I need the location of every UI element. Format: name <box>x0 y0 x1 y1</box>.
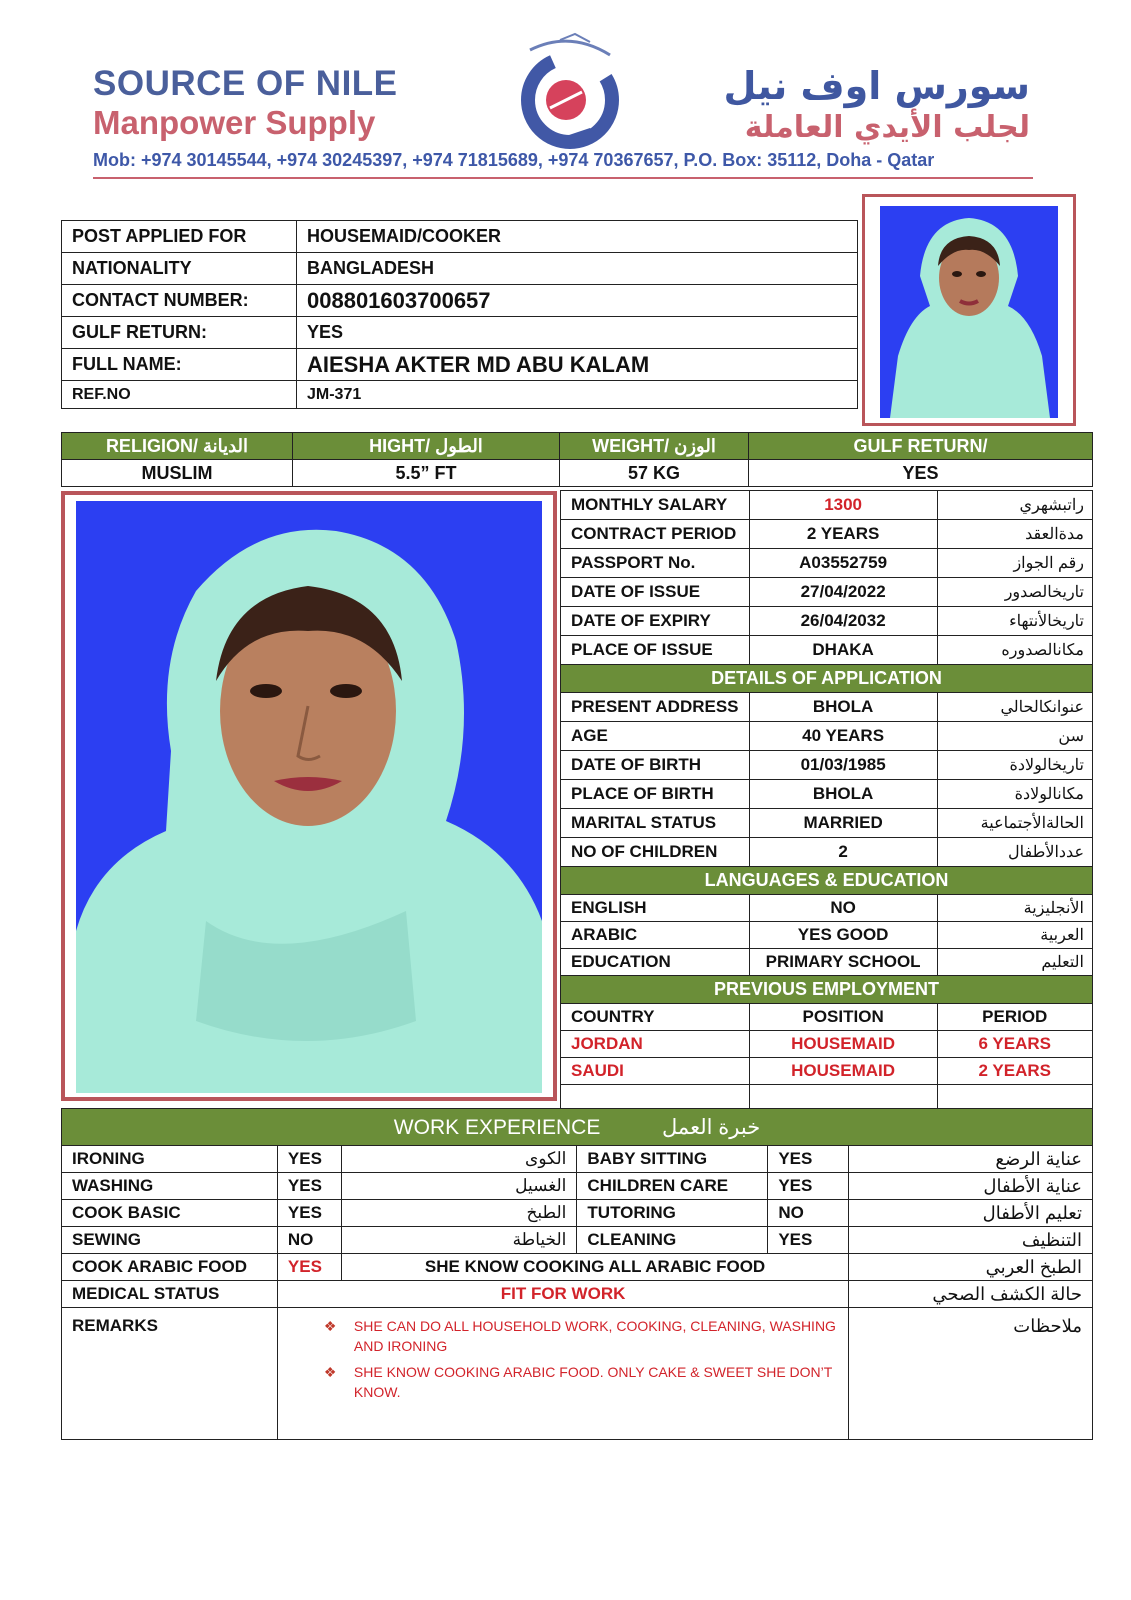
info-value: BANGLADESH <box>297 253 858 285</box>
detail-row <box>561 949 1093 976</box>
height-value: 5.5” FT <box>293 460 560 487</box>
skill-value: YES <box>277 1173 341 1200</box>
skill-label-arabic: الطبخ <box>341 1200 577 1227</box>
arabic-food-value: YES <box>277 1254 341 1281</box>
section-title: DETAILS OF APPLICATION <box>561 665 1093 693</box>
details-table <box>560 490 1093 1112</box>
detail-row <box>561 549 1093 578</box>
skill-label-arabic: الغسيل <box>341 1173 577 1200</box>
stats-value-row <box>62 460 1093 487</box>
work-row <box>62 1200 1093 1227</box>
detail-value: 40 YEARS <box>749 722 937 751</box>
diamond-bullet-icon: ❖ <box>323 1318 337 1334</box>
header-divider <box>93 177 1033 179</box>
detail-label: MONTHLY SALARY <box>561 491 750 520</box>
weight-header: WEIGHT/ الوزن <box>560 433 749 460</box>
detail-label: PLACE OF ISSUE <box>561 636 750 665</box>
section-header-application <box>561 665 1093 693</box>
medical-label: MEDICAL STATUS <box>62 1281 278 1308</box>
detail-row <box>561 693 1093 722</box>
skill-value: YES <box>277 1200 341 1227</box>
work-row <box>62 1227 1093 1254</box>
detail-label-arabic: العربية <box>937 922 1092 949</box>
detail-row <box>561 780 1093 809</box>
skill-label: WASHING <box>62 1173 278 1200</box>
skill-label-arabic: التنظيف <box>849 1227 1093 1254</box>
info-value: JM-371 <box>297 381 858 409</box>
work-row <box>62 1146 1093 1173</box>
employment-period: 2 YEARS <box>937 1058 1092 1085</box>
skill-label: IRONING <box>62 1146 278 1173</box>
detail-label: ENGLISH <box>561 895 750 922</box>
detail-label-arabic: عددالأطفال <box>937 838 1092 867</box>
detail-row <box>561 636 1093 665</box>
detail-label-arabic: تاريخالولادة <box>937 751 1092 780</box>
medical-label-arabic: حالة الكشف الصحي <box>849 1281 1093 1308</box>
employment-country: JORDAN <box>561 1031 750 1058</box>
detail-label: MARITAL STATUS <box>561 809 750 838</box>
remarks-content <box>277 1308 848 1440</box>
detail-label-arabic: راتبشهري <box>937 491 1092 520</box>
skill-label-arabic: الكوى <box>341 1146 577 1173</box>
work-title-arabic: خبرة العمل <box>662 1115 761 1139</box>
detail-value: 01/03/1985 <box>749 751 937 780</box>
detail-label: EDUCATION <box>561 949 750 976</box>
diamond-bullet-icon: ❖ <box>323 1364 337 1380</box>
remark-text: SHE KNOW COOKING ARABIC FOOD. ONLY CAKE & SWEET SHE DON’T KNOW. <box>353 1364 833 1400</box>
detail-value: 1300 <box>749 491 937 520</box>
detail-label: AGE <box>561 722 750 751</box>
detail-value: 26/04/2032 <box>749 607 937 636</box>
physical-stats-table <box>61 432 1093 487</box>
weight-value: 57 KG <box>560 460 749 487</box>
detail-label-arabic: الحالةالأجتماعية <box>937 809 1092 838</box>
company-logo <box>500 30 640 150</box>
brand-name: SOURCE OF NILE <box>93 64 398 103</box>
info-value: 008801603700657 <box>297 285 858 317</box>
stats-header-row <box>62 433 1093 460</box>
info-value: YES <box>297 317 858 349</box>
info-row <box>62 381 858 409</box>
skill-value: NO <box>277 1227 341 1254</box>
brand-tagline-arabic: لجلب الأيدي العاملة <box>744 110 1030 145</box>
info-label: GULF RETURN: <box>62 317 297 349</box>
employment-position: HOUSEMAID <box>749 1031 937 1058</box>
religion-header: RELIGION/ الديانة <box>62 433 293 460</box>
info-row <box>62 253 858 285</box>
info-row <box>62 221 858 253</box>
section-header-languages <box>561 867 1093 895</box>
section-title: PREVIOUS EMPLOYMENT <box>561 976 1093 1004</box>
employment-header-position: POSITION <box>749 1004 937 1031</box>
remarks-label-arabic: ملاحظات <box>849 1308 1093 1440</box>
detail-label-arabic: تاريخالأنتهاء <box>937 607 1092 636</box>
detail-label-arabic: سن <box>937 722 1092 751</box>
detail-value: MARRIED <box>749 809 937 838</box>
detail-label: ARABIC <box>561 922 750 949</box>
detail-label: CONTRACT PERIOD <box>561 520 750 549</box>
info-row <box>62 349 858 381</box>
brand-name-arabic: سورس اوف نيل <box>723 64 1030 108</box>
detail-row <box>561 809 1093 838</box>
detail-row <box>561 838 1093 867</box>
employment-header-row <box>561 1004 1093 1031</box>
arabic-food-note: SHE KNOW COOKING ALL ARABIC FOOD <box>341 1254 848 1281</box>
detail-row <box>561 895 1093 922</box>
religion-value: MUSLIM <box>62 460 293 487</box>
remark-item <box>324 1362 838 1402</box>
detail-value: PRIMARY SCHOOL <box>749 949 937 976</box>
detail-row <box>561 578 1093 607</box>
info-row <box>62 285 858 317</box>
remark-text: SHE CAN DO ALL HOUSEHOLD WORK, COOKING, CLEANING, WASHING AND IRONING <box>353 1318 836 1354</box>
detail-label-arabic: التعليم <box>937 949 1092 976</box>
detail-value: DHAKA <box>749 636 937 665</box>
work-title <box>62 1109 1093 1146</box>
height-header: HIGHT/ الطول <box>293 433 560 460</box>
skill-label: COOK BASIC <box>62 1200 278 1227</box>
skill-label-arabic: الخياطة <box>341 1227 577 1254</box>
skill-value: YES <box>768 1173 849 1200</box>
employment-header-country: COUNTRY <box>561 1004 750 1031</box>
medical-row <box>62 1281 1093 1308</box>
detail-label: DATE OF BIRTH <box>561 751 750 780</box>
info-value: AIESHA AKTER MD ABU KALAM <box>297 349 858 381</box>
info-row <box>62 317 858 349</box>
detail-label-arabic: مدةالعقد <box>937 520 1092 549</box>
arabic-food-label: COOK ARABIC FOOD <box>62 1254 278 1281</box>
skill-label-arabic: عناية الرضع <box>849 1146 1093 1173</box>
medical-status-value: FIT FOR WORK <box>277 1281 848 1308</box>
remark-item <box>324 1316 838 1356</box>
info-label: FULL NAME: <box>62 349 297 381</box>
gulf-return-value: YES <box>749 460 1093 487</box>
work-header-row <box>62 1109 1093 1146</box>
detail-value: BHOLA <box>749 780 937 809</box>
employment-header-period: PERIOD <box>937 1004 1092 1031</box>
detail-label: DATE OF EXPIRY <box>561 607 750 636</box>
info-label: REF.NO <box>62 381 297 409</box>
skill-label-arabic: عناية الأطفال <box>849 1173 1093 1200</box>
skill-label: BABY SITTING <box>577 1146 768 1173</box>
detail-label-arabic: تاريخالصدور <box>937 578 1092 607</box>
detail-label-arabic: رقم الجواز <box>937 549 1092 578</box>
arabic-food-row <box>62 1254 1093 1281</box>
skill-value: YES <box>277 1146 341 1173</box>
detail-row <box>561 607 1093 636</box>
detail-label: NO OF CHILDREN <box>561 838 750 867</box>
detail-row <box>561 520 1093 549</box>
info-label: CONTACT NUMBER: <box>62 285 297 317</box>
skill-label: CLEANING <box>577 1227 768 1254</box>
gulf-return-header: GULF RETURN/ <box>749 433 1093 460</box>
employment-row <box>561 1058 1093 1085</box>
skill-label: TUTORING <box>577 1200 768 1227</box>
employment-country: SAUDI <box>561 1058 750 1085</box>
detail-label: PRESENT ADDRESS <box>561 693 750 722</box>
detail-label: PLACE OF BIRTH <box>561 780 750 809</box>
skill-label: CHILDREN CARE <box>577 1173 768 1200</box>
full-photo <box>76 501 542 1093</box>
employment-row <box>561 1031 1093 1058</box>
employment-position: HOUSEMAID <box>749 1058 937 1085</box>
detail-value: 2 YEARS <box>749 520 937 549</box>
brand-tagline: Manpower Supply <box>93 104 376 141</box>
passport-photo <box>880 206 1058 418</box>
section-title: LANGUAGES & EDUCATION <box>561 867 1093 895</box>
detail-row <box>561 491 1093 520</box>
info-label: NATIONALITY <box>62 253 297 285</box>
employment-period: 6 YEARS <box>937 1031 1092 1058</box>
detail-label: DATE OF ISSUE <box>561 578 750 607</box>
contact-line: Mob: +974 30145544, +974 30245397, +974 71815689, +974 70367657, P.O. Box: 35112, Doha - Qatar <box>93 150 935 170</box>
detail-label-arabic: مكانالصدوره <box>937 636 1092 665</box>
arabic-food-label-arabic: الطبخ العربي <box>849 1254 1093 1281</box>
detail-label-arabic: الأنجليزية <box>937 895 1092 922</box>
skill-label-arabic: تعليم الأطفال <box>849 1200 1093 1227</box>
detail-row <box>561 722 1093 751</box>
detail-label: PASSPORT No. <box>561 549 750 578</box>
skill-value: NO <box>768 1200 849 1227</box>
detail-label-arabic: مكانالولادة <box>937 780 1092 809</box>
section-header-employment <box>561 976 1093 1004</box>
info-value: HOUSEMAID/COOKER <box>297 221 858 253</box>
detail-value: 27/04/2022 <box>749 578 937 607</box>
applicant-info-table <box>61 220 858 409</box>
work-experience-table <box>61 1108 1093 1440</box>
remarks-label: REMARKS <box>62 1308 278 1440</box>
work-title-english: WORK EXPERIENCE <box>393 1115 601 1139</box>
skill-value: YES <box>768 1146 849 1173</box>
skill-label: SEWING <box>62 1227 278 1254</box>
detail-value: A03552759 <box>749 549 937 578</box>
detail-value: BHOLA <box>749 693 937 722</box>
remarks-row <box>62 1308 1093 1440</box>
info-label: POST APPLIED FOR <box>62 221 297 253</box>
skill-value: YES <box>768 1227 849 1254</box>
detail-row <box>561 751 1093 780</box>
detail-label-arabic: عنوانكالحالي <box>937 693 1092 722</box>
detail-value: 2 <box>749 838 937 867</box>
detail-row <box>561 922 1093 949</box>
detail-value: NO <box>749 895 937 922</box>
remarks-list <box>288 1316 838 1402</box>
work-row <box>62 1173 1093 1200</box>
detail-value: YES GOOD <box>749 922 937 949</box>
